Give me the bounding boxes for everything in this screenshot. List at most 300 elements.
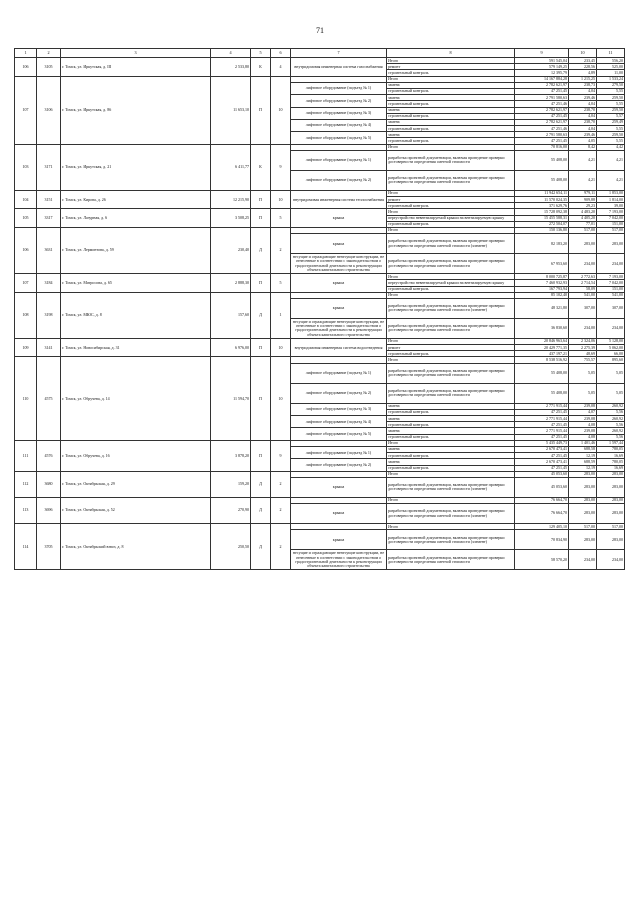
work-type: Итого	[387, 76, 515, 82]
record-class: П	[251, 209, 271, 228]
unit-cost-value: 688,59	[569, 459, 597, 465]
work-type: замена	[387, 416, 515, 422]
unit-cost-value: 283,00	[569, 530, 597, 550]
unit-cost-value: 517,00	[569, 227, 597, 233]
max-cost-value: 525,00	[597, 64, 625, 70]
unit-cost-value: 239,08	[569, 416, 597, 422]
work-type: Итого	[387, 58, 515, 64]
record-address: г. Томск, ул. Новосибирская, д. 31	[61, 338, 211, 357]
record-class: Д	[251, 524, 271, 570]
unit-cost-value: 4,08	[569, 434, 597, 440]
max-cost-value: 66,00	[597, 351, 625, 357]
max-cost-value: 11,00	[597, 70, 625, 76]
cost-value: 45 053,60	[515, 471, 569, 477]
work-system: крыша	[291, 298, 387, 318]
work-system: несущие и ограждающие ненесущие конструкции, не отнесенные в соответствии с законодательством о градостроительной деятельности к реконструкции объекта капитального строительства	[291, 550, 387, 570]
unit-cost-value: 234,00	[569, 550, 597, 570]
work-system: крыша	[291, 477, 387, 497]
record-code: 3705	[37, 524, 61, 570]
work-type: Итого	[387, 497, 515, 503]
cost-value: 2 782 621,97	[515, 107, 569, 113]
work-type: разработка проектной документации, включая проведение проверки достоверности определения сметной стоимости (элемент)	[387, 530, 515, 550]
max-cost-value: 1 814,00	[597, 197, 625, 203]
unit-cost-value: 517,00	[569, 524, 597, 530]
record-floors: 10	[271, 76, 291, 144]
cost-value: 76 664,70	[515, 504, 569, 524]
cost-value: 70 816,00	[515, 144, 569, 150]
record-address: г. Томск, ул. МЮС, д. 8	[61, 292, 211, 338]
unit-cost-value: 234,00	[569, 254, 597, 274]
unit-cost-value: 239,08	[569, 403, 597, 409]
work-system: крыша	[291, 504, 387, 524]
max-cost-value: 4,42	[597, 144, 625, 150]
unit-cost-value: 233,45	[569, 58, 597, 64]
cost-value: 20 846 963,64	[515, 338, 569, 344]
record-number: 112	[15, 471, 37, 497]
record-code: 4575	[37, 357, 61, 440]
cost-value: 55 408,00	[515, 150, 569, 170]
work-system: лифтовое оборудование (подъезд № 1)	[291, 82, 387, 94]
work-type: строительный контроль	[387, 286, 515, 292]
unit-cost-value: 307,00	[569, 298, 597, 318]
record-floors: 1	[271, 292, 291, 338]
cost-value: 47 251,45	[515, 113, 569, 119]
work-type: строительный контроль	[387, 88, 515, 94]
cost-value: 47 251,45	[515, 453, 569, 459]
record-number: 108	[15, 292, 37, 338]
record-address: г. Томск, ул. Иркутская, д. 86	[61, 76, 211, 144]
work-type: замена	[387, 107, 515, 113]
record-floors: 2	[271, 471, 291, 497]
max-cost-value: 260,92	[597, 416, 625, 422]
max-cost-value: 1 853,00	[597, 190, 625, 196]
work-type: замена	[387, 428, 515, 434]
cost-value: 82 183,20	[515, 234, 569, 254]
max-cost-value: 7 193,00	[597, 274, 625, 280]
work-type: строительный контроль	[387, 409, 515, 415]
column-header-8: 8	[387, 49, 515, 58]
max-cost-value: 16,69	[597, 453, 625, 459]
record-address: г. Томск, ул. Иркутская, д. 21	[61, 144, 211, 190]
max-cost-value: 5,05	[597, 363, 625, 383]
work-system: лифтовое оборудование (подъезд № 5)	[291, 132, 387, 144]
record-area: 6 976,00	[211, 338, 251, 357]
cost-value: 47 251,46	[515, 126, 569, 132]
record-floors: 9	[271, 440, 291, 471]
column-header-4: 4	[211, 49, 251, 58]
cost-value: 579 149,25	[515, 64, 569, 70]
work-system: лифтовое оборудование (подъезд № 1)	[291, 150, 387, 170]
column-header-3: 3	[61, 49, 211, 58]
cost-value: 5 435 449,73	[515, 440, 569, 446]
record-code: 3151	[37, 190, 61, 209]
record-area: 3 508,25	[211, 209, 251, 228]
cost-value: 2 771 915,44	[515, 428, 569, 434]
work-type: Итого	[387, 144, 515, 150]
cost-value: 85 102,40	[515, 292, 569, 298]
work-type: строительный контроль	[387, 453, 515, 459]
unit-cost-value: 239,46	[569, 95, 597, 101]
record-number: 104	[15, 190, 37, 209]
record-floors: 10	[271, 338, 291, 357]
cost-value: 150 136,80	[515, 227, 569, 233]
cost-value: 8 538 516,92	[515, 357, 569, 363]
record-address: г. Томск, ул. Иркутская, д. III	[61, 58, 211, 77]
unit-cost-value: 5,05	[569, 383, 597, 403]
unit-cost-value: 8,42	[569, 144, 597, 150]
work-system: лифтовое оборудование (подъезд № 3)	[291, 107, 387, 119]
record-number: 109	[15, 338, 37, 357]
work-type: Итого	[387, 338, 515, 344]
work-type: переустройство невентилируемой крыши на вентилируемую крышу	[387, 280, 515, 286]
record-floors: 10	[271, 357, 291, 440]
work-type: замена	[387, 459, 515, 465]
unit-cost-value: 238,70	[569, 119, 597, 125]
unit-cost-value: 239,08	[569, 428, 597, 434]
max-cost-value: 7 193,00	[597, 209, 625, 215]
work-type: разработка проектной документации, включая проведение проверки достоверности определения сметной стоимости (элемент)	[387, 477, 515, 497]
work-type: разработка проектной документации, включая проведение проверки достоверности определения сметной стоимости (элемент)	[387, 234, 515, 254]
max-cost-value: 895,60	[597, 357, 625, 363]
record-number: 107	[15, 76, 37, 144]
record-area: 270,90	[211, 497, 251, 523]
cost-value: 437 197,21	[515, 351, 569, 357]
record-address: г. Томск, ул. Октябрьская, д. 29	[61, 471, 211, 497]
work-type: строительный контроль	[387, 422, 515, 428]
unit-cost-value: 4,21	[569, 170, 597, 190]
record-floors: 2	[271, 497, 291, 523]
column-header-10: 10	[569, 49, 597, 58]
cost-value: 12 395,79	[515, 70, 569, 76]
unit-cost-value: 283,00	[569, 497, 597, 503]
column-header-2: 2	[37, 49, 61, 58]
cost-value: 15 455 588,31	[515, 215, 569, 221]
record-address: г. Томск, ул. Октябрьская, д. 52	[61, 497, 211, 523]
unit-cost-value: 283,00	[569, 504, 597, 524]
cost-value: 47 251,45	[515, 138, 569, 144]
record-address: г. Томск, ул. Обручева, д. 14	[61, 357, 211, 440]
work-system: лифтовое оборудование (подъезд № 2)	[291, 383, 387, 403]
record-area: 3 878,20	[211, 440, 251, 471]
work-type: строительный контроль	[387, 126, 515, 132]
cost-value: 55 408,00	[515, 363, 569, 383]
record-code: 3198	[37, 292, 61, 338]
record-code: 3696	[37, 497, 61, 523]
max-cost-value: 279,50	[597, 82, 625, 88]
record-class: П	[251, 274, 271, 293]
record-code: 3171	[37, 144, 61, 190]
record-class: Д	[251, 471, 271, 497]
work-type: ремонт	[387, 197, 515, 203]
record-code: 4576	[37, 440, 61, 471]
record-area: 159,20	[211, 471, 251, 497]
max-cost-value: 259,50	[597, 95, 625, 101]
header-row	[15, 49, 625, 58]
work-system: лифтовое оборудование (подъезд № 3)	[291, 403, 387, 415]
record-number: 113	[15, 497, 37, 523]
unit-cost-value: 58,09	[569, 286, 597, 292]
work-system: лифтовое оборудование (подъезд № 2)	[291, 170, 387, 190]
work-type: разработка проектной документации, включая проведение проверки достоверности определения сметной стоимости	[387, 318, 515, 338]
work-type: Итого	[387, 190, 515, 196]
record-floors: 9	[271, 144, 291, 190]
cost-value: 70 834,90	[515, 530, 569, 550]
cost-value: 58 570,20	[515, 550, 569, 570]
max-cost-value: 7 042,00	[597, 215, 625, 221]
record-number: 106	[15, 58, 37, 77]
unit-cost-value: 12,19	[569, 465, 597, 471]
work-type: строительный контроль	[387, 70, 515, 76]
cost-value: 129 405,10	[515, 524, 569, 530]
capital-repair-table	[14, 48, 625, 570]
max-cost-value: 283,00	[597, 477, 625, 497]
work-type: замена	[387, 403, 515, 409]
work-type: разработка проектной документации, включая проведение проверки достоверности определения сметной стоимости	[387, 150, 515, 170]
work-type: строительный контроль	[387, 221, 515, 227]
record-code: 3184	[37, 274, 61, 293]
cost-value: 47 251,46	[515, 101, 569, 107]
unit-cost-value: 234,00	[569, 318, 597, 338]
cost-value: 47 251,45	[515, 434, 569, 440]
work-system: крыша	[291, 234, 387, 254]
record-code: 3106	[37, 76, 61, 144]
unit-cost-value: 239,46	[569, 132, 597, 138]
record-area: 11 653,10	[211, 76, 251, 144]
record-class: К	[251, 58, 271, 77]
record-area: 157,60	[211, 292, 251, 338]
record-class: П	[251, 357, 271, 440]
work-system: лифтовое оборудование (подъезд № 2)	[291, 95, 387, 107]
work-type: Итого	[387, 209, 515, 215]
max-cost-value: 541,00	[597, 292, 625, 298]
max-cost-value: 5 128,00	[597, 338, 625, 344]
cost-value: 55 408,00	[515, 170, 569, 190]
work-system: крыша	[291, 274, 387, 293]
work-type: Итого	[387, 357, 515, 363]
unit-cost-value: 541,00	[569, 292, 597, 298]
unit-cost-value: 283,00	[569, 234, 597, 254]
record-address: г. Томск, ул. Лазурная, д. 6	[61, 209, 211, 228]
max-cost-value: 7 042,00	[597, 280, 625, 286]
unit-cost-value: 4,04	[569, 126, 597, 132]
record-number: 103	[15, 144, 37, 190]
cost-value: 20 429 771,35	[515, 345, 569, 351]
work-system: лифтовое оборудование (подъезд № 4)	[291, 119, 387, 131]
record-class: П	[251, 440, 271, 471]
unit-cost-value: 1 215,25	[569, 76, 597, 82]
work-type: строительный контроль	[387, 101, 515, 107]
work-system: лифтовое оборудование (подъезд № 1)	[291, 363, 387, 383]
column-header-6: 6	[271, 49, 291, 58]
work-type: переустройство невентилируемой крыши на вентилируемую крышу	[387, 215, 515, 221]
record-code: 3631	[37, 227, 61, 273]
column-header-9: 9	[515, 49, 569, 58]
record-address: г. Томск, ул. Матросова, д. 65	[61, 274, 211, 293]
work-type: замена	[387, 95, 515, 101]
unit-cost-value: 4,21	[569, 150, 597, 170]
work-system: несущие и ограждающие ненесущие конструкции, не отнесенные в соответствии с законодательством о градостроительной деятельности к реконструкции объекта капитального строительства	[291, 318, 387, 338]
record-number: 114	[15, 524, 37, 570]
record-floors: 2	[271, 524, 291, 570]
work-type: разработка проектной документации, включая проведение проверки достоверности определения сметной стоимости	[387, 550, 515, 570]
unit-cost-value: 4 405,20	[569, 215, 597, 221]
record-address: г. Томск, ул. Кирова, д. 26	[61, 190, 211, 209]
max-cost-value: 259,50	[597, 107, 625, 113]
unit-cost-value: 4,04	[569, 113, 597, 119]
unit-cost-value: 4 483,20	[569, 209, 597, 215]
cost-value: 45 053,60	[515, 477, 569, 497]
work-type: строительный контроль	[387, 465, 515, 471]
work-type: Итого	[387, 292, 515, 298]
unit-cost-value: 2 275,39	[569, 345, 597, 351]
work-system: внутридомовая инженерная система газоснабжения	[291, 58, 387, 77]
cost-value: 2 670 473,41	[515, 446, 569, 452]
record-area: 2 888,30	[211, 274, 251, 293]
cost-value: 371 629,76	[515, 203, 569, 209]
cost-value: 591 545,04	[515, 58, 569, 64]
max-cost-value: 283,00	[597, 234, 625, 254]
work-system: лифтовое оборудование (подъезд № 5)	[291, 428, 387, 440]
max-cost-value: 260,92	[597, 403, 625, 409]
max-cost-value: 5,56	[597, 434, 625, 440]
work-type: Итого	[387, 440, 515, 446]
unit-cost-value: 688,58	[569, 446, 597, 452]
max-cost-value: 283,00	[597, 471, 625, 477]
work-type: разработка проектной документации, включая проведение проверки достоверности определения сметной стоимости	[387, 254, 515, 274]
unit-cost-value: 2 714,54	[569, 280, 597, 286]
max-cost-value: 283,00	[597, 530, 625, 550]
record-class: П	[251, 76, 271, 144]
max-cost-value: 234,00	[597, 318, 625, 338]
record-class: Д	[251, 497, 271, 523]
cost-value: 2 782 621,97	[515, 119, 569, 125]
work-type: строительный контроль	[387, 113, 515, 119]
work-type: разработка проектной документации, включая проведение проверки достоверности определения сметной стоимости	[387, 363, 515, 383]
work-system: лифтовое оборудование (подъезд № 1)	[291, 446, 387, 458]
record-area: 12 215,90	[211, 190, 251, 209]
record-area: 230,40	[211, 227, 251, 273]
work-system: лифтовое оборудование (подъезд № 4)	[291, 416, 387, 428]
record-floors: 10	[271, 190, 291, 209]
record-number: 106	[15, 227, 37, 273]
max-cost-value: 5,55	[597, 126, 625, 132]
cost-value: 15 728 092,38	[515, 209, 569, 215]
work-type: разработка проектной документации, включая проведение проверки достоверности определения сметной стоимости (элемент)	[387, 504, 515, 524]
record-class: П	[251, 190, 271, 209]
record-number: 111	[15, 440, 37, 471]
unit-cost-value: 2 772,63	[569, 274, 597, 280]
work-system: лифтовое оборудование (подъезд № 2)	[291, 459, 387, 471]
cost-value: 76 664,70	[515, 497, 569, 503]
cost-value: 14 167 884,28	[515, 76, 569, 82]
unit-cost-value: 4,04	[569, 88, 597, 94]
record-floors: 4	[271, 58, 291, 77]
unit-cost-value: 4,07	[569, 409, 597, 415]
work-type: замена	[387, 132, 515, 138]
record-number: 110	[15, 357, 37, 440]
cost-value: 2 771 915,44	[515, 403, 569, 409]
record-area: 250,50	[211, 524, 251, 570]
work-system: крыша	[291, 530, 387, 550]
record-code: 3317	[37, 209, 61, 228]
max-cost-value: 556,20	[597, 58, 625, 64]
work-type: ремонт	[387, 64, 515, 70]
record-number: 105	[15, 209, 37, 228]
max-cost-value: 234,00	[597, 254, 625, 274]
unit-cost-value: 238,73	[569, 82, 597, 88]
unit-cost-value: 1 401,46	[569, 440, 597, 446]
max-cost-value: 1 533,24	[597, 76, 625, 82]
cost-value: 8 000 725,87	[515, 274, 569, 280]
cost-value: 2 670 473,41	[515, 459, 569, 465]
record-area: 11 594,70	[211, 357, 251, 440]
cost-value: 47 251,45	[515, 88, 569, 94]
record-class: Д	[251, 227, 271, 273]
max-cost-value: 151,00	[597, 286, 625, 292]
max-cost-value: 5,55	[597, 101, 625, 107]
work-type: замена	[387, 82, 515, 88]
work-type: строительный контроль	[387, 351, 515, 357]
work-type: разработка проектной документации, включая проведение проверки достоверности определения сметной стоимости	[387, 383, 515, 403]
work-type: замена	[387, 446, 515, 452]
cost-value: 55 408,00	[515, 383, 569, 403]
cost-value: 47 251,45	[515, 409, 569, 415]
column-header-7: 7	[291, 49, 387, 58]
column-header-11: 11	[597, 49, 625, 58]
max-cost-value: 517,00	[597, 524, 625, 530]
cost-value: 36 830,60	[515, 318, 569, 338]
max-cost-value: 283,00	[597, 504, 625, 524]
max-cost-value: 283,00	[597, 497, 625, 503]
record-address: г. Томск, ул. Обручева, д. 16	[61, 440, 211, 471]
max-cost-value: 1 597,44	[597, 440, 625, 446]
unit-cost-value: 2 324,06	[569, 338, 597, 344]
unit-cost-value: 283,00	[569, 477, 597, 497]
unit-cost-value: 238,70	[569, 107, 597, 113]
record-class: Д	[251, 292, 271, 338]
record-address: г. Томск, ул. Лермонтова, д. 59	[61, 227, 211, 273]
max-cost-value: 151,00	[597, 221, 625, 227]
cost-value: 67 953,60	[515, 254, 569, 274]
cost-value: 48 321,80	[515, 298, 569, 318]
record-code: 3141	[37, 338, 61, 357]
unit-cost-value: 4,89	[569, 70, 597, 76]
unit-cost-value: 12,19	[569, 453, 597, 459]
work-type: Итого	[387, 471, 515, 477]
max-cost-value: 16,69	[597, 465, 625, 471]
record-address: г. Томск, ул. Октябрьский взвоз, д. 8	[61, 524, 211, 570]
work-system: крыша	[291, 209, 387, 228]
record-number: 107	[15, 274, 37, 293]
unit-cost-value: 4,08	[569, 422, 597, 428]
cost-value: 272 504,07	[515, 221, 569, 227]
unit-cost-value: 4,04	[569, 101, 597, 107]
unit-cost-value: 77,01	[569, 221, 597, 227]
max-cost-value: 517,00	[597, 227, 625, 233]
record-code: 3680	[37, 471, 61, 497]
work-type: ремонт	[387, 345, 515, 351]
max-cost-value: 234,00	[597, 550, 625, 570]
work-type: замена	[387, 119, 515, 125]
cost-value: 2 791 580,63	[515, 95, 569, 101]
max-cost-value: 5 062,00	[597, 345, 625, 351]
work-system: несущие и ограждающие ненесущие конструкции, не отнесенные в соответствии с законодательством о градостроительной деятельности к реконструкции объекта капитального строительства	[291, 254, 387, 274]
cost-value: 7 460 932,93	[515, 280, 569, 286]
unit-cost-value: 29,23	[569, 203, 597, 209]
work-type: Итого	[387, 524, 515, 530]
max-cost-value: 5,56	[597, 409, 625, 415]
max-cost-value: 4,21	[597, 170, 625, 190]
